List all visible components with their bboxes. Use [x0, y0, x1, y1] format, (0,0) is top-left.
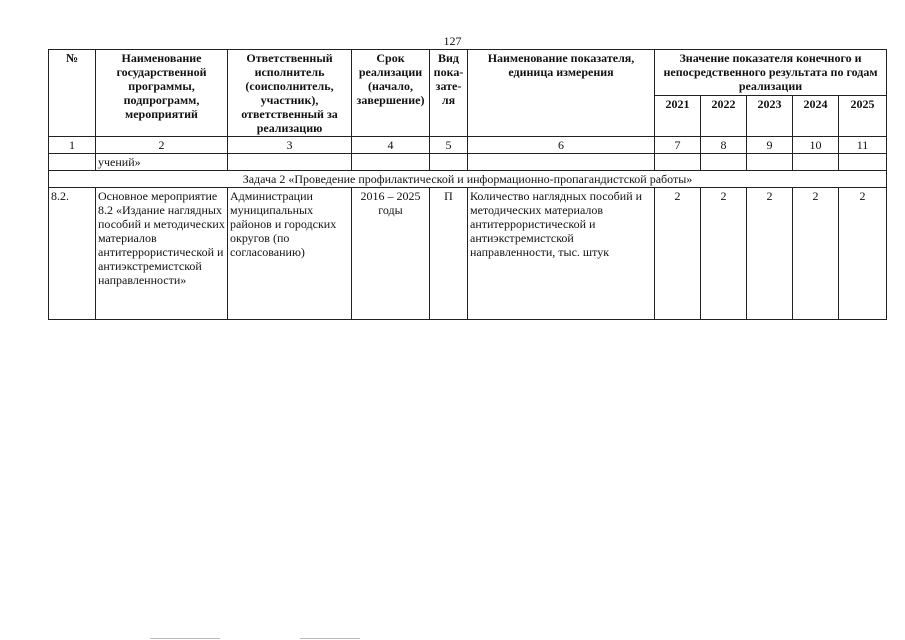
scan-artifact — [150, 638, 220, 639]
row-number: 8.2. — [49, 188, 96, 320]
header-executor: Ответственный исполнитель (соисполнитель, участник), ответственный за реализацию — [228, 50, 352, 137]
column-number: 5 — [430, 137, 468, 154]
scan-artifact — [300, 638, 360, 639]
header-year: 2022 — [701, 96, 747, 137]
continuation-cell — [701, 154, 747, 171]
row-value-2023: 2 — [747, 188, 793, 320]
column-number: 10 — [793, 137, 839, 154]
header-name: Наименование государственной программы, подпрограмм, мероприятий — [96, 50, 228, 137]
continuation-cell-num — [49, 154, 96, 171]
header-year: 2021 — [655, 96, 701, 137]
header-year: 2024 — [793, 96, 839, 137]
column-number: 2 — [96, 137, 228, 154]
column-number: 4 — [352, 137, 430, 154]
row-activity-name: Основное мероприятие 8.2 «Издание наглядных пособий и методических материалов антитеррористической и антиэкстремистской направленности» — [96, 188, 228, 320]
row-value-2022: 2 — [701, 188, 747, 320]
column-number: 11 — [839, 137, 887, 154]
column-number: 8 — [701, 137, 747, 154]
header-type: Вид пока-зате-ля — [430, 50, 468, 137]
row-executor: Администрации муниципальных районов и городских округов (по согласованию) — [228, 188, 352, 320]
header-values-group: Значение показателя конечного и непосредственного результата по годам реализации — [655, 50, 887, 96]
row-value-2021: 2 — [655, 188, 701, 320]
continuation-cell — [468, 154, 655, 171]
row-indicator-type: П — [430, 188, 468, 320]
row-value-2024: 2 — [793, 188, 839, 320]
column-numbers-row — [49, 137, 887, 154]
continuation-cell — [839, 154, 887, 171]
continuation-cell — [352, 154, 430, 171]
column-number: 6 — [468, 137, 655, 154]
row-indicator-name: Количество наглядных пособий и методических материалов антитеррористической и антиэкстремистской направленности, тыс. штук — [468, 188, 655, 320]
header-num: № — [49, 50, 96, 137]
row-value-2025: 2 — [839, 188, 887, 320]
continuation-cell — [430, 154, 468, 171]
continuation-cell — [793, 154, 839, 171]
column-number: 1 — [49, 137, 96, 154]
header-year: 2025 — [839, 96, 887, 137]
page-number: 127 — [443, 34, 462, 48]
header-year: 2023 — [747, 96, 793, 137]
column-number: 3 — [228, 137, 352, 154]
column-number: 9 — [747, 137, 793, 154]
continuation-name-tail: учений» — [96, 154, 228, 171]
program-table — [48, 49, 887, 320]
task-heading: Задача 2 «Проведение профилактической и информационно-пропагандистской работы» — [49, 171, 887, 188]
header-indicator: Наименование показателя, единица измерения — [468, 50, 655, 137]
table-row — [49, 188, 887, 320]
row-period: 2016 – 2025 годы — [352, 188, 430, 320]
continuation-cell — [228, 154, 352, 171]
header-period: Срок реализации (начало, завершение) — [352, 50, 430, 137]
column-number: 7 — [655, 137, 701, 154]
continuation-cell — [747, 154, 793, 171]
continuation-cell — [655, 154, 701, 171]
continuation-row — [49, 154, 887, 171]
header-row — [49, 50, 887, 96]
task-row — [49, 171, 887, 188]
